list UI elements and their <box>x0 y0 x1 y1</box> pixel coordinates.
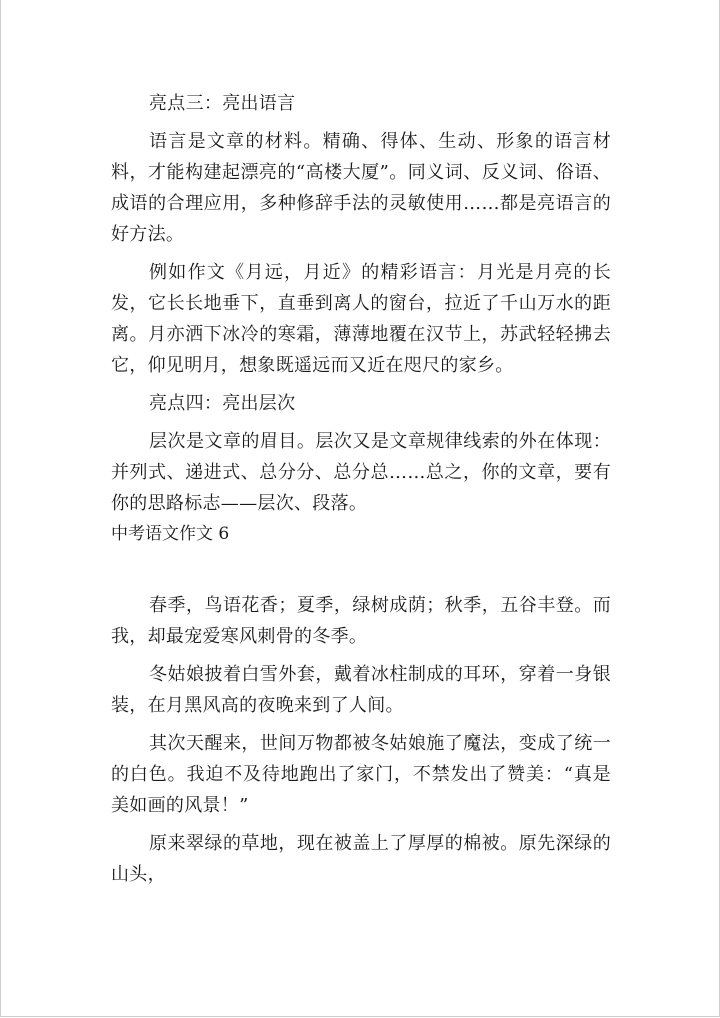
paragraph-language: 语言是文章的材料。精确、得体、生动、形象的语言材料，才能构建起漂亮的“高楼大厦”。同义词、反义词、俗语、成语的合理应用，多种修辞手法的灵敏使用……都是亮语言的好方法。 <box>111 131 611 245</box>
paragraph-winter-girl: 冬姑娘披着白雪外套，戴着冰柱制成的耳环，穿着一身银装，在月黑风高的夜晚来到了人间。 <box>111 664 611 716</box>
paragraph-structure: 层次是文章的眉目。层次又是文章规律线索的外在体现：并列式、递进式、总分分、总分总……总之，你的文章，要有你的思路标志——层次、段落。 <box>111 431 611 514</box>
essay-title: 中考语文作文 6 <box>111 524 230 544</box>
blank-spacer <box>111 550 611 590</box>
section-heading-3: 亮点三：亮出语言 <box>149 93 296 114</box>
paragraph-grass: 原来翠绿的草地，现在被盖上了厚厚的棉被。原先深绿的山头， <box>111 833 611 885</box>
section-heading-4: 亮点四：亮出层次 <box>149 393 296 414</box>
document-body <box>111 88 611 890</box>
paragraph-example: 例如作文《月远，月近》的精彩语言：月光是月亮的长发，它长长地垂下，直垂到离人的窗台，拉近了千山万水的距离。月亦洒下冰冷的寒霜，薄薄地覆在汉节上，苏武轻轻拂去它，仰见明月，想象既遥远而又近在咫尺的家乡。 <box>111 262 611 376</box>
paragraph-next-day: 其次天醒来，世间万物都被冬姑娘施了魔法，变成了统一的白色。我迫不及待地跑出了家门，不禁发出了赞美：“真是美如画的风景！” <box>111 733 611 816</box>
paragraph-seasons: 春季，鸟语花香；夏季，绿树成荫；秋季，五谷丰登。而我，却最宠爱寒风刺骨的冬季。 <box>111 595 611 647</box>
